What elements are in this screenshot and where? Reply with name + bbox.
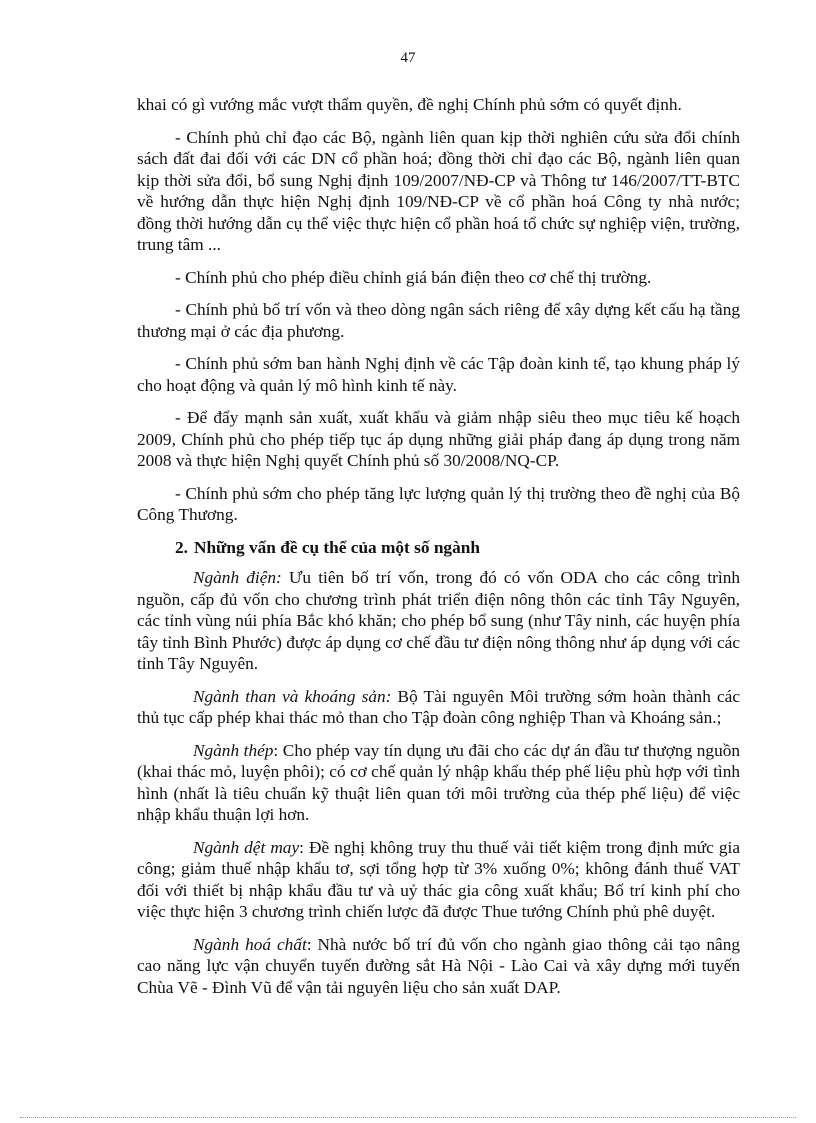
sector-coal-minerals: [137, 686, 740, 729]
sector-text: Bộ Tài nguyên Môi trường sớm hoàn thành các thủ tục cấp phép khai thác mỏ than cho Tập đoàn công nghiệp Than và Khoáng sản.;: [137, 686, 740, 727]
section-number: 2.: [175, 537, 188, 557]
sector-text: : Cho phép vay tín dụng ưu đãi cho các dự án đầu tư thượng nguồn (khai thác mỏ, luyện phôi); có cơ chế quản lý nhập khẩu thép phế liệu phù hợp với tình hình (nhất là tiêu chuẩn kỹ thuật liên quan tới môi trường của thép phế liệu) để việc nhập khẩu thuận lợi hơn.: [137, 740, 740, 824]
paragraph-export-solutions: - Để đẩy mạnh sản xuất, xuất khẩu và giảm nhập siêu theo mục tiêu kế hoạch 2009, Chính phủ cho phép tiếp tục áp dụng những giải pháp đang áp dụng trong năm 2008 và thực hiện Nghị quyết Chính phủ số 30/2008/NQ-CP.: [137, 408, 740, 470]
paragraph-land-policy: - Chính phủ chỉ đạo các Bộ, ngành liên quan kịp thời nghiên cứu sửa đổi chính sách đất đai đối với các DN cổ phần hoá; đồng thời chỉ đạo các Bộ, ngành liên quan kịp thời sửa đổi, bổ sung Nghị định 109/2007/NĐ-CP và Thông tư 146/2007/TT-BTC về hướng dẫn thực hiện Nghị định 109/NĐ-CP về cổ phần hoá Công ty nhà nước; đồng thời hướng dẫn cụ thể việc thực hiện cổ phần hoá tổ chức sự nghiệp viện, trường, trung tâm ...: [137, 127, 740, 254]
sector-name: Ngành hoá chất: [193, 934, 307, 954]
paragraph-electricity-price: - Chính phủ cho phép điều chỉnh giá bán điện theo cơ chế thị trường.: [175, 267, 652, 287]
section-title: Những vấn đề cụ thể của một số ngành: [193, 537, 480, 557]
page-number: 47: [400, 50, 416, 66]
paragraph-continuation: khai có gì vướng mắc vượt thẩm quyền, đề nghị Chính phủ sớm có quyết định.: [137, 95, 682, 114]
paragraph-economic-groups: - Chính phủ sớm ban hành Nghị định về các Tập đoàn kinh tế, tạo khung pháp lý cho hoạt động và quản lý mô hình kinh tế này.: [137, 354, 740, 395]
sector-name: Ngành dệt may: [193, 837, 300, 857]
sector-text: : Nhà nước bố trí đủ vốn cho ngành giao thông cải tạo nâng cao năng lực vận chuyển tuyến đường sắt Hà Nội - Lào Cai và xây dựng mới tuyến Chùa Vẽ - Đình Vũ để vận tải nguyên liệu cho sản xuất DAP.: [137, 934, 741, 997]
page-footer-divider: [20, 1117, 796, 1118]
sector-name: Ngành thép: [193, 740, 274, 760]
section-heading: [175, 537, 740, 559]
sector-steel: [137, 740, 740, 826]
sector-text: Ưu tiên bố trí vốn, trong đó có vốn ODA cho các công trình nguồn, cấp đủ vốn cho chương trình phát triển điện nông thôn các tỉnh Tây Nguyên, các tỉnh vùng núi phía Bắc khó khăn; cho phép bổ sung (như Tây ninh, các huyện phía tây tỉnh Bình Phước) được áp dụng cơ chế đầu tư điện nông thông như áp dụng với các tỉnh Tây Nguyên.: [137, 568, 741, 673]
document-body: [137, 94, 740, 1009]
sector-chemicals: [137, 934, 740, 999]
paragraph-trade-infrastructure: - Chính phủ bố trí vốn và theo dòng ngân sách riêng để xây dựng kết cấu hạ tầng thương mại ở các địa phương.: [137, 300, 740, 341]
sector-text: : Đề nghị không truy thu thuế vải tiết kiệm trong định mức gia công; giảm thuế nhập khẩu tơ, sợi tổng hợp từ 3% xuống 0%; không đánh thuế VAT đối với thiết bị nhập khẩu đầu tư và uỷ thác gia công xuất khẩu; Bố trí kinh phí cho việc thực hiện 3 chương trình chiến lược đã được Thue tướng Chính phủ phê duyệt.: [137, 837, 740, 921]
sector-electricity: [137, 567, 740, 675]
sector-name: Ngành than và khoáng sản:: [193, 686, 392, 706]
sector-name: Ngành điện:: [193, 568, 282, 587]
sector-textile: [137, 837, 740, 923]
paragraph-market-management: - Chính phủ sớm cho phép tăng lực lượng quản lý thị trường theo đề nghị của Bộ Công Thương.: [137, 483, 740, 524]
